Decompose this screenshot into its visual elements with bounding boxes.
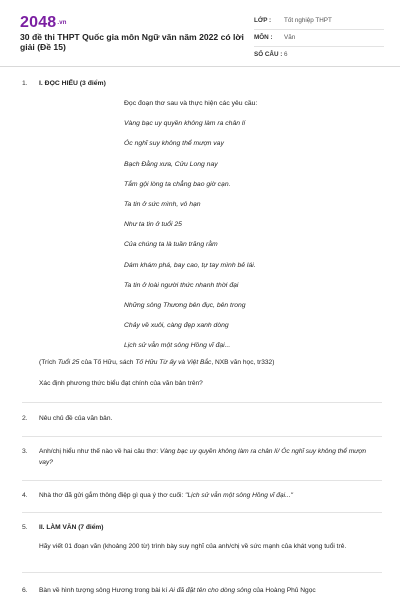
poem-line: Những sông Thương bên đục, bên trong [124, 301, 246, 309]
poem [124, 100, 364, 362]
question-text: Hãy viết 01 đoạn văn (khoảng 200 từ) trình bày suy nghĩ của anh/chị về sức mạnh của khát vọng tuổi trẻ. [39, 543, 347, 550]
question-text [39, 446, 379, 468]
divider [22, 436, 382, 437]
poem-line: Chảy về xuôi, càng đẹp xanh dòng [124, 322, 229, 330]
poem-line: Ta tin ở sức mình, vô hạn [124, 200, 201, 208]
poem-line: Lịch sử vẫn một sông Hồng vĩ đại... [124, 342, 231, 350]
question-text-plain: Nhà thơ đã gửi gắm thông điệp gì qua ý thơ cuối: [39, 492, 186, 499]
divider [22, 480, 382, 481]
meta-row-class [254, 13, 384, 30]
question-text-plain: Bàn về hình tượng sông Hương trong bài kí [39, 587, 170, 594]
question-text-plain: Anh/chị hiểu như thế nào về hai câu thơ: [39, 448, 160, 455]
divider [22, 402, 382, 403]
poem-line: Như ta tin ở tuổi 25 [124, 221, 182, 229]
source-text: , NXB văn học, tr332) [211, 359, 275, 366]
question-number: 4. [22, 492, 28, 499]
poem-line: Dám khám phá, bay cao, tự tay mình bẻ lái. [124, 261, 256, 269]
question-prompt: Xác định phương thức biểu đạt chính của văn bản trên? [39, 380, 203, 387]
question-number: 3. [22, 448, 28, 455]
logo-suffix: .vn [57, 20, 67, 26]
logo-text: 2048 [20, 14, 57, 31]
meta-label: SỐ CÂU : [254, 51, 283, 58]
meta-row-subject [254, 30, 384, 47]
question-number: 1. [22, 80, 28, 87]
section-title: I. ĐỌC HIỂU (3 điểm) [39, 80, 106, 87]
meta-value: 6 [284, 51, 288, 58]
divider [22, 512, 382, 513]
header [0, 0, 400, 67]
poem-line: Của chúng ta là tuần trăng rằm [124, 241, 218, 249]
poem-line: Óc nghĩ suy không thể mượn vay [124, 140, 224, 148]
question-quote: "Lịch sử vẫn một sông Hồng vĩ đại..." [185, 492, 293, 499]
question-text [39, 490, 379, 501]
site-logo[interactable] [20, 14, 67, 32]
question-quote: Vàng bạc uy quyền không làm ra chân lí/ Óc nghĩ suy không thể mượn vay? [39, 448, 367, 466]
meta-value[interactable]: Văn [284, 34, 296, 41]
question-text-plain: của Hoàng Phủ Ngọc [251, 587, 316, 594]
source-text: (Trích [39, 359, 58, 366]
question-number: 6. [22, 587, 28, 594]
question-number: 5. [22, 524, 28, 531]
section-title [39, 522, 379, 533]
meta-label: MÔN : [254, 34, 273, 41]
poem-line: Bạch Đằng xưa, Cửu Long nay [124, 160, 218, 168]
source-work: Tuổi 25 [57, 359, 80, 366]
source-text: của Tố Hữu, sách [79, 359, 136, 366]
poem-line: Tắm gội lòng ta chẳng bao giờ cạn. [124, 180, 231, 188]
divider [22, 572, 382, 573]
poem-line: Vàng bạc uy quyền không làm ra chân lí [124, 120, 246, 128]
poem-line: Ta tin ở loài người thức nhanh thời đại [124, 281, 239, 289]
question-quote: Ai đã đặt tên cho dòng sông [169, 587, 252, 594]
meta-value[interactable]: Tốt nghiệp THPT [284, 17, 332, 24]
section-title-text: II. LÀM VĂN (7 điểm) [39, 524, 104, 531]
question-text [39, 585, 379, 596]
question-number: 2. [22, 415, 28, 422]
poem-source [39, 359, 379, 366]
source-book: Tố Hữu Từ ấy và Việt Bắc [135, 359, 212, 366]
meta-label: LỚP : [254, 17, 272, 24]
meta-info [254, 13, 384, 63]
meta-row-count [254, 47, 384, 63]
poem-intro: Đọc đoạn thơ sau và thực hiện các yêu cầu: [124, 100, 258, 107]
page-title: 30 đề thi THPT Quốc gia môn Ngữ văn năm 2022 có lời giải (Đề 15) [20, 32, 244, 52]
question-text: Nêu chủ đề của văn bản. [39, 415, 113, 422]
